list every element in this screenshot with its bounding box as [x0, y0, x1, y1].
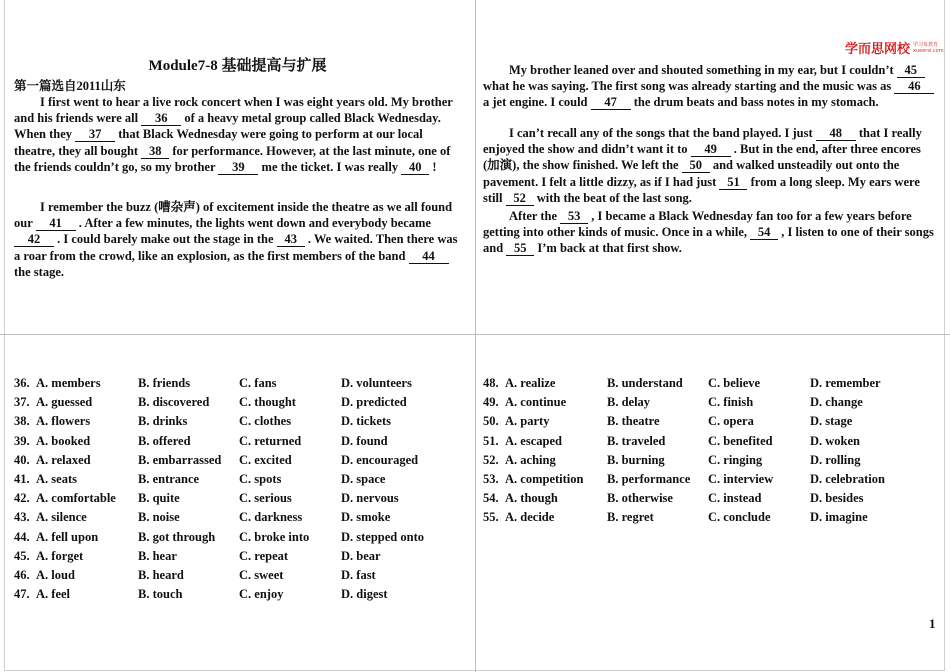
option-c: C. benefited	[708, 433, 773, 448]
option-d: D. imagine	[810, 510, 868, 525]
option-d: D. found	[341, 433, 388, 448]
blank-48: 48	[816, 127, 856, 141]
option-a: A. fell upon	[36, 529, 99, 544]
option-b: B. embarrassed	[138, 452, 222, 467]
option-a: A. though	[505, 491, 558, 506]
option-d: D. fast	[341, 567, 376, 582]
question-number: 42.	[14, 491, 30, 506]
blank-53: 53	[560, 210, 588, 224]
option-a: A. members	[36, 376, 101, 390]
logo-subtext: 学习每教育 xueersi.com	[913, 41, 944, 54]
option-b: B. regret	[607, 510, 654, 525]
option-c: C. returned	[239, 433, 302, 448]
option-a: A. comfortable	[36, 491, 116, 506]
option-d: D. space	[341, 471, 386, 486]
blank-42: 42	[14, 233, 54, 247]
option-b: B. quite	[138, 491, 180, 506]
option-a: A. escaped	[505, 433, 562, 448]
option-b: B. touch	[138, 587, 183, 602]
option-c: C. opera	[708, 414, 754, 429]
passage-paragraph-1: I first went to hear a live rock concert when I was eight years old. My brother and his friends were all 36 of a heavy metal group called Black Wednesday. When they 37 that Black Wednesday were going to perform at our local theatre, they all bought 38 for performance. However, at the last minute, one of the friends couldn’t go, so my brother 39 me the ticket. I was really 40 !	[14, 95, 453, 174]
option-c: C. serious	[239, 491, 292, 506]
question-number: 48.	[483, 376, 499, 390]
option-c: C. excited	[239, 452, 292, 467]
option-d: D. bear	[341, 548, 381, 563]
blank-46: 46	[894, 80, 934, 94]
option-d: D. encouraged	[341, 452, 419, 467]
blank-50: 50	[682, 159, 710, 173]
blank-41: 41	[36, 217, 76, 231]
option-b: B. theatre	[607, 414, 660, 429]
question-number: 46.	[14, 567, 30, 582]
option-d: D. woken	[810, 433, 861, 448]
blank-52: 52	[506, 192, 534, 206]
option-c: C. spots	[239, 471, 282, 486]
question-number: 55.	[483, 510, 499, 525]
option-c: C. fans	[239, 376, 277, 390]
question-number: 37.	[14, 395, 30, 410]
blank-39: 39	[218, 161, 258, 175]
option-b: B. hear	[138, 548, 177, 563]
option-a: A. forget	[36, 548, 84, 563]
question-number: 45.	[14, 548, 30, 563]
option-a: A. decide	[505, 510, 555, 525]
vertical-divider	[475, 0, 476, 672]
option-a: A. party	[505, 414, 550, 429]
option-d: D. celebration	[810, 471, 885, 486]
blank-43: 43	[277, 233, 305, 247]
option-b: B. delay	[607, 395, 651, 410]
option-d: D. volunteers	[341, 376, 412, 390]
page-title: Module7-8 基础提高与扩展	[148, 58, 327, 74]
option-a: A. flowers	[36, 414, 91, 429]
question-number: 36.	[14, 376, 30, 390]
blank-36: 36	[141, 112, 181, 126]
passage-source: 第一篇选自2011山东	[14, 79, 126, 93]
question-number: 53.	[483, 471, 499, 486]
option-a: A. relaxed	[36, 452, 91, 467]
question-number: 43.	[14, 510, 30, 525]
blank-49: 49	[691, 143, 731, 157]
option-c: C. enjoy	[239, 587, 284, 602]
question-number: 54.	[483, 491, 499, 506]
passage-paragraph-4: I can’t recall any of the songs that the band played. I just 48 that I really enjoyed the show and didn’t want it to 49 . But in the end, after three encores (加演), the show finished. We left the 50 and walked unsteadily out onto the pavement. I felt a little dizzy, as if I had just 51 from a long sleep. My ears were still 52 with the beat of the last song.	[483, 126, 922, 205]
option-b: B. performance	[607, 471, 691, 486]
option-b: B. offered	[138, 433, 191, 448]
option-a: A. loud	[36, 567, 75, 582]
blank-37: 37	[75, 128, 115, 142]
blank-55: 55	[506, 242, 534, 256]
option-a: A. aching	[505, 452, 556, 467]
option-c: C. finish	[708, 395, 754, 410]
page-number: 1	[929, 616, 936, 631]
option-a: A. competition	[505, 471, 584, 486]
option-b: B. traveled	[607, 433, 666, 448]
passage-paragraph-3: My brother leaned over and shouted something in my ear, but I couldn’t 45 what he was saying. The first song was already starting and the music was as 46 a jet engine. I could 47 the drum beats and bass notes in my stomach.	[483, 62, 939, 111]
option-c: C. repeat	[239, 548, 289, 563]
option-d: D. smoke	[341, 510, 391, 525]
question-number: 38.	[14, 414, 30, 429]
question-number: 49.	[483, 395, 499, 410]
option-a: A. booked	[36, 433, 91, 448]
option-b: B. burning	[607, 452, 665, 467]
option-c: C. instead	[708, 491, 762, 506]
blank-54: 54	[750, 226, 778, 240]
option-c: C. sweet	[239, 567, 284, 582]
option-c: C. thought	[239, 395, 296, 410]
question-number: 41.	[14, 471, 30, 486]
question-number: 40.	[14, 452, 30, 467]
option-c: C. darkness	[239, 510, 303, 525]
option-a: A. continue	[505, 395, 567, 410]
option-c: C. believe	[708, 376, 761, 390]
option-d: D. tickets	[341, 414, 391, 429]
option-d: D. nervous	[341, 491, 399, 506]
option-a: A. feel	[36, 587, 71, 602]
logo-text: 学而思网校	[845, 42, 911, 57]
option-a: A. realize	[505, 376, 556, 390]
question-number: 44.	[14, 529, 30, 544]
option-b: B. understand	[607, 376, 683, 390]
option-d: D. digest	[341, 587, 388, 602]
blank-40: 40	[401, 161, 429, 175]
option-b: B. heard	[138, 567, 184, 582]
option-b: B. entrance	[138, 471, 200, 486]
option-c: C. interview	[708, 471, 774, 486]
question-number: 47.	[14, 587, 30, 602]
blank-51: 51	[719, 176, 747, 190]
option-c: C. broke into	[239, 529, 310, 544]
option-d: D. remember	[810, 376, 881, 390]
horizontal-divider	[0, 334, 950, 335]
option-d: D. change	[810, 395, 863, 410]
question-number: 52.	[483, 452, 499, 467]
passage-paragraph-5: After the 53 , I became a Black Wednesday fan too for a few years before getting into other kinds of music. Once in a while, 54 , I listen to one of their songs and 55 I’m back at that first show.	[483, 209, 934, 256]
option-d: D. stepped onto	[341, 529, 424, 544]
option-c: C. ringing	[708, 452, 763, 467]
option-b: B. otherwise	[607, 491, 673, 506]
brand-logo	[845, 38, 944, 57]
blank-45: 45	[897, 64, 925, 78]
question-number: 51.	[483, 433, 499, 448]
option-a: A. seats	[36, 471, 77, 486]
question-number: 39.	[14, 433, 30, 448]
option-a: A. silence	[36, 510, 87, 525]
blank-44: 44	[409, 250, 449, 264]
option-b: B. noise	[138, 510, 180, 525]
blank-38: 38	[141, 145, 169, 159]
option-d: D. predicted	[341, 395, 407, 410]
option-b: B. got through	[138, 529, 216, 544]
question-number: 50.	[483, 414, 499, 429]
option-c: C. conclude	[708, 510, 771, 525]
option-d: D. stage	[810, 414, 853, 429]
option-b: B. drinks	[138, 414, 188, 429]
option-a: A. guessed	[36, 395, 93, 410]
option-b: B. friends	[138, 376, 191, 390]
option-b: B. discovered	[138, 395, 210, 410]
option-d: D. rolling	[810, 452, 861, 467]
passage-paragraph-2: I remember the buzz (嘈杂声) of excitement inside the theatre as we all found our 41 . After a few minutes, the lights went down and everybody became 42 . I could barely make out the stage in the 43 . We waited. Then there was a roar from the crowd, like an explosion, as the first members of the band 44 the stage.	[14, 200, 458, 279]
option-c: C. clothes	[239, 414, 292, 429]
blank-47: 47	[591, 96, 631, 110]
option-d: D. besides	[810, 491, 864, 506]
